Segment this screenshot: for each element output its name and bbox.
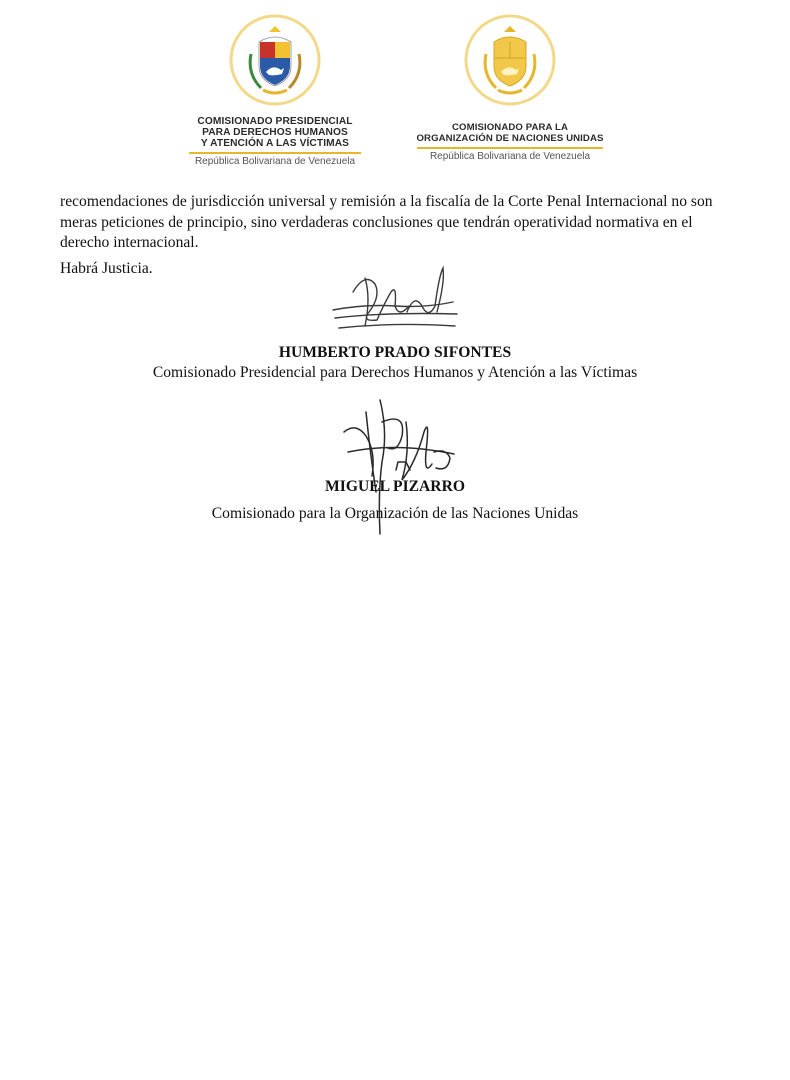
left-logo-title-line-1: COMISIONADO PRESIDENCIAL <box>197 116 353 127</box>
body-paragraph: recomendaciones de jurisdicción universal y remisión a la fiscalía de la Corte Penal Internacional no son meras peticiones de principio, sino verdaderas conclusiones que tendrán operatividad normativa en el derecho internacional. <box>60 193 713 251</box>
left-logo-title-line-2: PARA DERECHOS HUMANOS <box>202 127 348 138</box>
left-logo-subtitle: República Bolivariana de Venezuela <box>194 156 356 167</box>
venezuela-coat-of-arms-gold-icon <box>464 14 556 106</box>
right-logo-title-line-1: COMISIONADO PARA LA <box>452 122 568 133</box>
venezuela-coat-of-arms-color-icon <box>229 14 321 106</box>
right-logo-title-line-2: ORGANIZACIÓN DE NACIONES UNIDAS <box>416 133 604 144</box>
right-logo-subtitle: República Bolivariana de Venezuela <box>429 151 591 162</box>
logo-commissioner-united-nations <box>410 14 610 162</box>
signatory-2-title: Comisionado para la Organización de las Naciones Unidas <box>211 505 579 522</box>
signatory-2-name: MIGUEL PIZARRO <box>325 478 465 495</box>
closing-line: Habrá Justicia. <box>60 260 153 277</box>
logo-commissioner-human-rights <box>186 14 364 167</box>
left-logo-gold-rule <box>189 152 361 154</box>
left-logo-title-line-3: Y ATENCIÓN A LAS VÍCTIMAS <box>200 138 350 149</box>
right-logo-gold-rule <box>417 147 603 149</box>
signatory-1-name: HUMBERTO PRADO SIFONTES <box>278 344 512 361</box>
signature-humberto-prado <box>325 262 465 340</box>
signatory-1-title: Comisionado Presidencial para Derechos Humanos y Atención a las Víctimas <box>152 364 638 381</box>
